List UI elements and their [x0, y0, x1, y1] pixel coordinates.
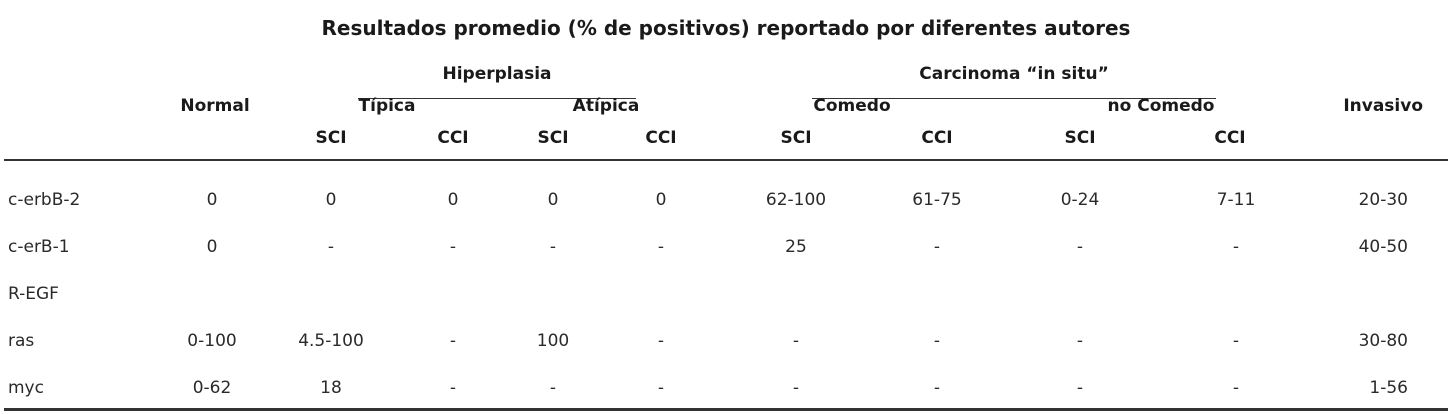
- table-bottom-rule: [4, 408, 1448, 411]
- table-cell: -: [449, 237, 457, 257]
- subheader-sci: SCI: [537, 128, 569, 148]
- header-normal: Normal: [180, 96, 250, 116]
- table-cell: 0: [547, 190, 559, 210]
- table-cell: -: [792, 331, 800, 351]
- table-cell: 40-50: [1358, 237, 1408, 257]
- row-label-c-erbb-2: c-erbB-2: [8, 190, 81, 210]
- table-cell: 0: [206, 237, 218, 257]
- table-cell: -: [549, 378, 557, 398]
- table-cell: 0-100: [187, 331, 237, 351]
- table-cell: -: [1232, 331, 1240, 351]
- subheader-cci: CCI: [1214, 128, 1246, 148]
- table-cell: -: [449, 378, 457, 398]
- table-cell: 1-56: [1369, 378, 1408, 398]
- row-label-r-egf: R-EGF: [8, 284, 59, 304]
- table-cell: -: [1076, 378, 1084, 398]
- table-cell: 100: [536, 331, 570, 351]
- header-invasivo: Invasivo: [1343, 96, 1423, 116]
- header-divider: [4, 159, 1448, 161]
- row-label-c-erb-1: c-erB-1: [8, 237, 70, 257]
- table-cell: -: [933, 331, 941, 351]
- table-cell: 62-100: [765, 190, 827, 210]
- header-carcinoma-in-situ: Carcinoma “in situ”: [919, 64, 1109, 84]
- table-cell: 0: [655, 190, 667, 210]
- table-cell: 0: [447, 190, 459, 210]
- table-cell: -: [933, 237, 941, 257]
- table-cell: 7-11: [1216, 190, 1256, 210]
- table-cell: -: [327, 237, 335, 257]
- table-cell: 20-30: [1358, 190, 1408, 210]
- table-cell: -: [1076, 237, 1084, 257]
- header-comedo: Comedo: [813, 96, 891, 116]
- table-cell: -: [1076, 331, 1084, 351]
- table-cell: 4.5-100: [298, 331, 364, 351]
- table-cell: -: [657, 331, 665, 351]
- subheader-cci: CCI: [921, 128, 953, 148]
- table-cell: -: [549, 237, 557, 257]
- table-cell: 0: [206, 190, 218, 210]
- table-cell: 0-24: [1060, 190, 1100, 210]
- table-cell: 30-80: [1358, 331, 1408, 351]
- table-cell: -: [1232, 237, 1240, 257]
- subheader-sci: SCI: [780, 128, 812, 148]
- table-cell: -: [657, 237, 665, 257]
- table-cell: 0-62: [192, 378, 232, 398]
- table-cell: -: [933, 378, 941, 398]
- row-label-ras: ras: [8, 331, 35, 351]
- header-no-comedo: no Comedo: [1107, 96, 1215, 116]
- table-cell: 18: [320, 378, 342, 398]
- header-atipica: Atípica: [572, 96, 640, 116]
- table-cell: 25: [785, 237, 807, 257]
- subheader-cci: CCI: [645, 128, 677, 148]
- table-cell: 61-75: [912, 190, 962, 210]
- subheader-cci: CCI: [437, 128, 469, 148]
- table-cell: 0: [325, 190, 337, 210]
- subheader-sci: SCI: [1064, 128, 1096, 148]
- subheader-sci: SCI: [315, 128, 347, 148]
- table-cell: -: [657, 378, 665, 398]
- row-label-myc: myc: [8, 378, 44, 398]
- table-cell: -: [1232, 378, 1240, 398]
- table-title: Resultados promedio (% de positivos) reportado por diferentes autores: [321, 16, 1131, 40]
- table-cell: -: [449, 331, 457, 351]
- table-cell: -: [792, 378, 800, 398]
- header-tipica: Típica: [358, 96, 416, 116]
- header-hiperplasia: Hiperplasia: [442, 64, 552, 84]
